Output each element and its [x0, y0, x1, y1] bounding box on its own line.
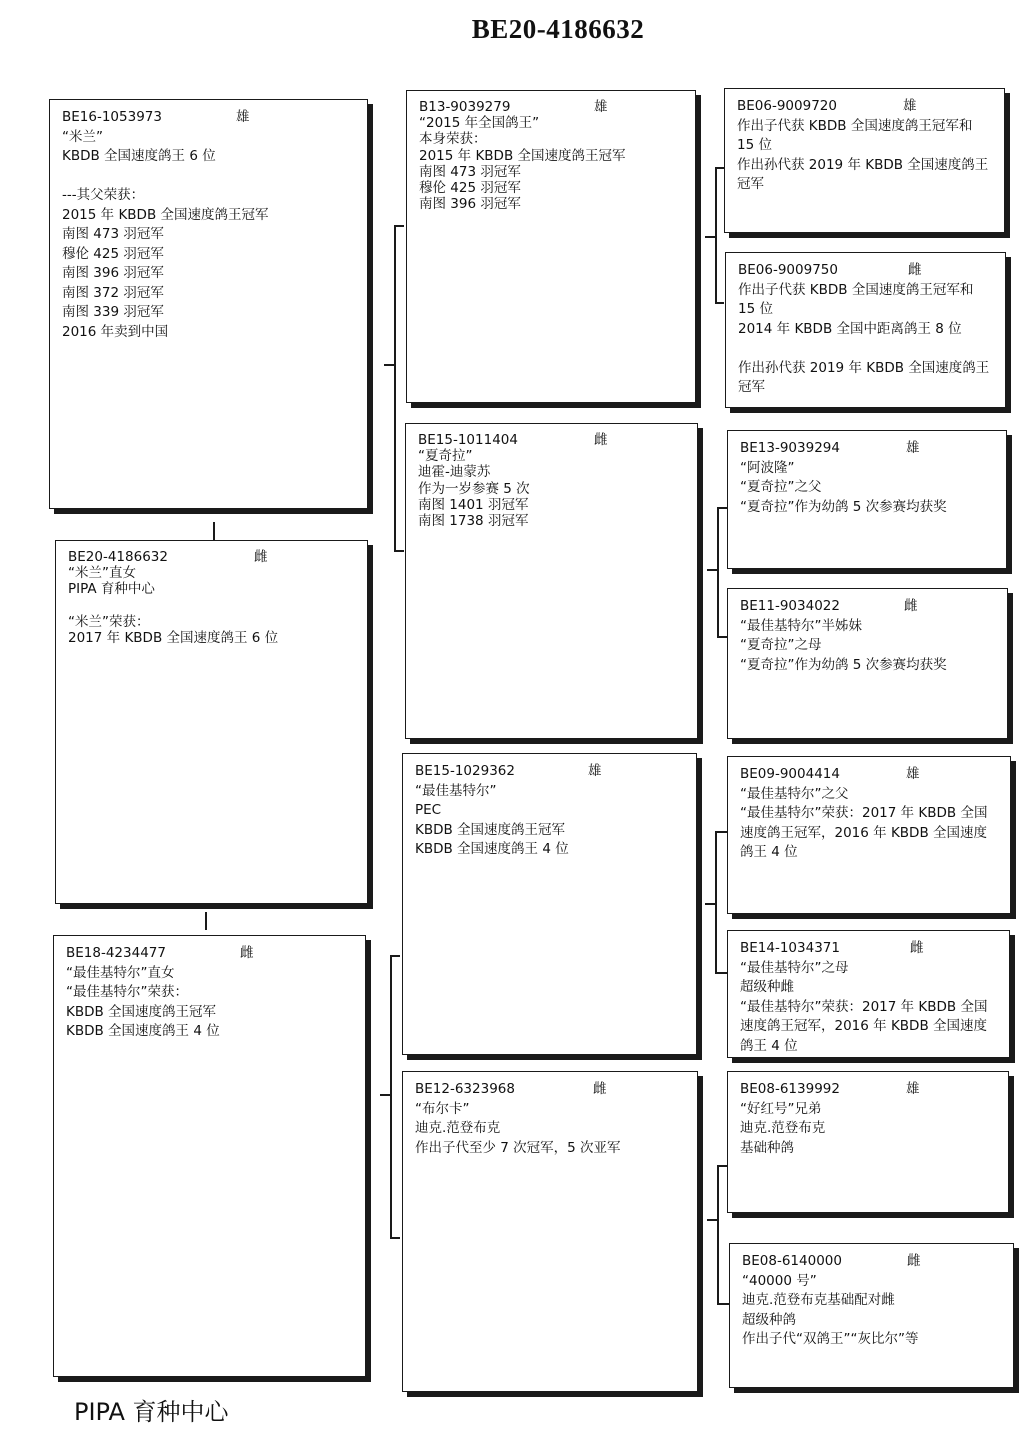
sex-label: 雌 — [907, 1253, 921, 1269]
sex-label: 雄 — [236, 109, 250, 125]
card-line: 作为一岁参赛 5 次 — [418, 480, 530, 497]
ring-number: BE06-9009750 — [738, 262, 838, 278]
card-line: “最佳基特尔”半姊妹 — [740, 617, 862, 634]
card-line: 迪霍-迪蒙苏 — [418, 464, 491, 481]
card-great-grandparent — [727, 588, 1008, 739]
card-line: 作出子代获 KBDB 全国速度鸽王冠军和 — [737, 117, 973, 134]
card-lines — [415, 1100, 685, 1159]
card-line: 作出子代获 KBDB 全国速度鸽王冠军和 — [738, 281, 974, 298]
sex-label: 雄 — [906, 440, 920, 456]
card-line: “最佳基特尔”荣获： — [66, 984, 188, 1000]
card-line: 基础种鸽 — [740, 1139, 794, 1156]
card-line: “布尔卡” — [415, 1100, 470, 1117]
ring-number: BE08-6140000 — [742, 1253, 842, 1269]
connector-line — [384, 364, 394, 366]
card-lines — [66, 964, 353, 1042]
card-line: “好红号”兄弟 — [740, 1100, 822, 1117]
ring-number: BE18-4234477 — [66, 945, 166, 961]
card-grandparent — [405, 423, 698, 739]
card-line: “最佳基特尔”之母 — [740, 959, 849, 976]
card-lines — [740, 1100, 996, 1159]
card-line: 作出子代“双鸽王”“灰比尔”等 — [742, 1331, 919, 1347]
card-great-grandparent — [727, 1071, 1009, 1213]
connector-line — [715, 167, 717, 303]
card-line: 冠军 — [737, 176, 764, 192]
card-line: 2014 年 KBDB 全国中距离鸽王 8 位 — [738, 320, 962, 337]
card-line: PEC — [415, 802, 442, 818]
card-great-grandparent — [727, 930, 1010, 1058]
card-line: PIPA 育种中心 — [68, 581, 155, 598]
card-great-grandparent — [727, 430, 1007, 569]
ring-number: BE16-1053973 — [62, 109, 162, 125]
ring-number: BE14-1034371 — [740, 940, 840, 956]
card-line: “夏奇拉”作为幼鸽 5 次参赛均获奖 — [740, 656, 947, 673]
card-lines — [740, 785, 998, 863]
card-line: “最佳基特尔”直女 — [66, 964, 175, 981]
sex-label: 雌 — [594, 432, 608, 448]
card-line: KBDB 全国速度鸽王 4 位 — [415, 841, 569, 857]
connector-line — [394, 225, 404, 227]
card-line: 迪克.范登布克基础配对雌 — [742, 1292, 895, 1308]
ring-number: BE06-9009720 — [737, 98, 837, 114]
sex-label: 雌 — [904, 598, 918, 614]
sex-label: 雄 — [906, 1081, 920, 1097]
card-line: “夏奇拉”之父 — [740, 479, 822, 495]
sex-label: 雌 — [593, 1081, 607, 1097]
breeder-footer: PIPA 育种中心 — [74, 1398, 229, 1426]
sex-label: 雄 — [594, 99, 608, 115]
card-line: 南图 396 羽冠军 — [419, 196, 521, 213]
card-line: “2015 年全国鸽王” — [419, 115, 540, 132]
card-great-grandparent — [729, 1243, 1014, 1388]
card-line: 本身荣获： — [419, 131, 487, 148]
card-line: 2016 年卖到中国 — [62, 323, 169, 340]
connector-line — [390, 955, 400, 957]
card-line: “夏奇拉” — [418, 448, 473, 465]
ring-number: BE15-1011404 — [418, 432, 518, 448]
connector-line — [717, 636, 727, 638]
card-line: 南图 1401 羽冠军 — [418, 496, 529, 513]
ring-number: BE08-6139992 — [740, 1081, 840, 1097]
sex-label: 雌 — [240, 945, 254, 961]
connector-line — [717, 1303, 729, 1305]
ring-number: B13-9039279 — [419, 99, 511, 115]
connector-line — [705, 236, 715, 238]
card-sire — [49, 99, 368, 509]
sex-label: 雄 — [903, 98, 917, 114]
card-line: 迪克.范登布克 — [415, 1120, 501, 1136]
card-subject — [55, 540, 368, 904]
connector-line — [717, 507, 719, 637]
card-line: 15 位 — [738, 301, 773, 317]
ring-number: BE12-6323968 — [415, 1081, 515, 1097]
card-line: 超级种雌 — [740, 979, 794, 995]
card-line: 南图 339 羽冠军 — [62, 304, 164, 320]
card-line: 2015 年 KBDB 全国速度鸽王冠军 — [419, 147, 626, 164]
connector-line — [390, 955, 392, 1238]
card-line: “夏奇拉”之母 — [740, 637, 822, 653]
connector-line — [205, 912, 207, 930]
card-line: 超级种鸽 — [742, 1311, 796, 1328]
card-grandparent — [406, 90, 696, 403]
card-line: “最佳基特尔” — [415, 782, 497, 799]
card-line — [62, 167, 355, 187]
card-line: 作出孙代获 2019 年 KBDB 全国速度鸽王 — [737, 156, 989, 173]
card-line: 南图 473 羽冠军 — [419, 163, 521, 180]
card-lines — [740, 459, 994, 518]
card-line: “夏奇拉”作为幼鸽 5 次参赛均获奖 — [740, 498, 947, 515]
connector-line — [715, 167, 724, 169]
card-line: “40000 号” — [742, 1272, 817, 1289]
ring-number: BE11-9034022 — [740, 598, 840, 614]
card-great-grandparent — [727, 756, 1011, 914]
card-line: 迪克.范登布克 — [740, 1120, 826, 1136]
card-line: 穆伦 425 羽冠军 — [62, 245, 164, 262]
ring-number: BE20-4186632 — [68, 549, 168, 565]
connector-line — [715, 972, 727, 974]
card-line: 南图 473 羽冠军 — [62, 226, 164, 242]
card-line: 作出子代至少 7 次冠军，5 次亚军 — [415, 1139, 621, 1156]
ring-number: BE15-1029362 — [415, 763, 515, 779]
card-line: 2017 年 KBDB 全国速度鸽王 6 位 — [68, 630, 279, 646]
card-line — [738, 339, 993, 359]
connector-line — [380, 1094, 390, 1096]
card-line: 速度鸽王冠军，2016 年 KBDB 全国速度 — [740, 824, 988, 841]
card-line: ---其父荣获： — [62, 187, 145, 203]
card-line: 15 位 — [737, 137, 772, 153]
sex-label: 雌 — [910, 940, 924, 956]
card-line: “最佳基特尔”荣获：2017 年 KBDB 全国 — [740, 998, 988, 1015]
connector-line — [717, 1165, 719, 1304]
card-line: 鸽王 4 位 — [740, 1037, 798, 1054]
connector-line — [717, 1165, 727, 1167]
card-line: 穆伦 425 羽冠军 — [419, 180, 521, 197]
connector-line — [707, 569, 717, 571]
card-lines — [62, 128, 355, 343]
card-line: 2015 年 KBDB 全国速度鸽王冠军 — [62, 206, 269, 223]
card-great-grandparent — [724, 88, 1005, 233]
connector-line — [715, 831, 717, 973]
connector-line — [717, 507, 727, 509]
connector-line — [390, 1237, 400, 1239]
sex-label: 雌 — [908, 262, 922, 278]
card-line: “米兰” — [62, 128, 103, 145]
card-line: “米兰”直女 — [68, 565, 136, 582]
card-lines — [418, 448, 685, 529]
card-lines — [68, 565, 355, 646]
card-lines — [740, 959, 997, 1057]
sex-label: 雄 — [906, 766, 920, 782]
card-line: 南图 396 羽冠军 — [62, 265, 164, 281]
ring-number: BE13-9039294 — [740, 440, 840, 456]
card-line: 南图 1738 羽冠军 — [418, 513, 529, 530]
card-lines — [419, 115, 683, 212]
card-line: KBDB 全国速度鸽王 6 位 — [62, 148, 216, 164]
connector-line — [715, 831, 727, 833]
card-line: 冠军 — [738, 379, 765, 395]
card-great-grandparent — [725, 252, 1006, 408]
card-line: “阿波隆” — [740, 459, 795, 476]
connector-line — [394, 225, 396, 551]
card-lines — [740, 617, 995, 676]
card-lines — [415, 782, 684, 860]
card-line — [68, 598, 355, 614]
card-line: 速度鸽王冠军，2016 年 KBDB 全国速度 — [740, 1018, 988, 1034]
card-line: KBDB 全国速度鸽王冠军 — [415, 821, 566, 838]
connector-line — [213, 522, 215, 540]
card-line: “米兰”荣获： — [68, 613, 150, 630]
card-lines — [738, 281, 993, 398]
card-grandparent — [402, 753, 697, 1055]
connector-line — [705, 903, 715, 905]
connector-line — [394, 550, 404, 552]
sex-label: 雌 — [254, 549, 268, 565]
connector-line — [715, 302, 724, 304]
card-line: 鸽王 4 位 — [740, 844, 798, 860]
card-line: 南图 372 羽冠军 — [62, 284, 164, 301]
card-lines — [742, 1272, 1001, 1350]
card-line: KBDB 全国速度鸽王冠军 — [66, 1003, 217, 1020]
card-grandparent — [402, 1071, 698, 1392]
ring-number: BE09-9004414 — [740, 766, 840, 782]
card-line: KBDB 全国速度鸽王 4 位 — [66, 1023, 220, 1039]
card-line: 作出孙代获 2019 年 KBDB 全国速度鸽王 — [738, 359, 990, 376]
card-line: “最佳基特尔”之父 — [740, 785, 849, 802]
sex-label: 雄 — [588, 763, 602, 779]
pedigree-title: BE20-4186632 — [471, 14, 645, 44]
connector-line — [707, 1219, 717, 1221]
card-lines — [737, 117, 992, 195]
card-dam — [53, 935, 366, 1377]
card-line: “最佳基特尔”荣获：2017 年 KBDB 全国 — [740, 805, 988, 821]
